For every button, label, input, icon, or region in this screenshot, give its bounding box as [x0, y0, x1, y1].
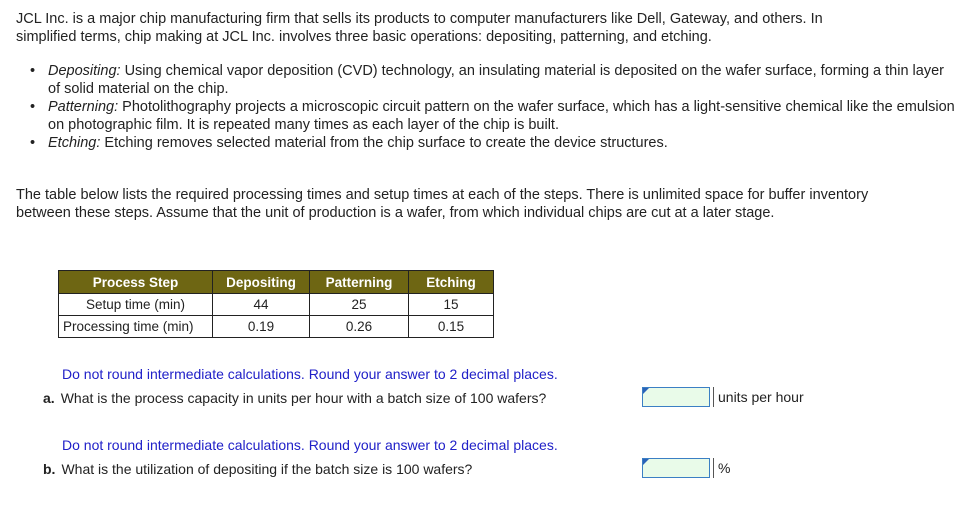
question-a-text: What is the process capacity in units per hour with a batch size of 100 wafers? — [60, 390, 547, 406]
cell-setup-etching: 15 — [409, 294, 494, 316]
list-item-etching — [30, 134, 960, 152]
answer-b-input[interactable] — [642, 458, 710, 478]
flag-icon — [643, 388, 649, 394]
term-patterning: Patterning: — [48, 99, 119, 115]
intro-line-1: JCL Inc. is a major chip manufacturing firm that sells its products to computer manufacturers like Dell, Gateway, and others. In — [16, 11, 823, 27]
header-etching: Etching — [409, 271, 494, 294]
row-label-processing: Processing time (min) — [59, 316, 213, 338]
cell-processing-depositing: 0.19 — [213, 316, 310, 338]
header-process-step: Process Step — [59, 271, 213, 294]
desc-etching: Etching removes selected material from the chip surface to create the device structures. — [100, 135, 668, 151]
flag-icon — [643, 459, 649, 465]
intro-line-2: simplified terms, chip making at JCL Inc. involves three basic operations: depositing, patterning, and etching. — [16, 29, 712, 45]
rounding-note-b: Do not round intermediate calculations. Round your answer to 2 decimal places. — [62, 437, 558, 453]
list-item-patterning — [30, 98, 960, 134]
term-etching: Etching: — [48, 135, 101, 151]
question-a — [43, 390, 546, 406]
table-row — [59, 294, 494, 316]
list-item-depositing — [30, 62, 960, 98]
desc-depositing: Using chemical vapor deposition (CVD) technology, an insulating material is deposited on the wafer surface, forming a thin layer of solid material on the chip. — [48, 63, 944, 97]
table-row — [59, 316, 494, 338]
cell-setup-patterning: 25 — [310, 294, 409, 316]
question-b-letter: b. — [43, 461, 56, 477]
header-patterning: Patterning — [310, 271, 409, 294]
table-intro-line-2: between these steps. Assume that the unit of production is a wafer, from which individual chips are cut at a later stage. — [16, 205, 775, 221]
table-intro-line-1: The table below lists the required processing times and setup times at each of the steps. There is unlimited space for buffer inventory — [16, 187, 869, 203]
process-times-table — [58, 270, 494, 338]
operations-list — [30, 62, 960, 152]
intro-paragraph — [16, 10, 956, 46]
header-depositing: Depositing — [213, 271, 310, 294]
rounding-note-a: Do not round intermediate calculations. Round your answer to 2 decimal places. — [62, 366, 558, 382]
term-depositing: Depositing: — [48, 63, 121, 79]
answer-a-unit: units per hour — [713, 387, 804, 407]
table-header-row — [59, 271, 494, 294]
question-a-letter: a. — [43, 390, 55, 406]
cell-setup-depositing: 44 — [213, 294, 310, 316]
question-b — [43, 461, 472, 477]
cell-processing-patterning: 0.26 — [310, 316, 409, 338]
answer-b-unit: % — [713, 458, 730, 478]
row-label-setup: Setup time (min) — [59, 294, 213, 316]
question-b-text: What is the utilization of depositing if the batch size is 100 wafers? — [61, 461, 473, 477]
table-intro-paragraph — [16, 186, 956, 222]
answer-a-input[interactable] — [642, 387, 710, 407]
cell-processing-etching: 0.15 — [409, 316, 494, 338]
desc-patterning: Photolithography projects a microscopic circuit pattern on the wafer surface, which has a light-sensitive chemical like the emulsion on photographic film. It is repeated many times as each layer of the chip is built. — [48, 99, 955, 133]
